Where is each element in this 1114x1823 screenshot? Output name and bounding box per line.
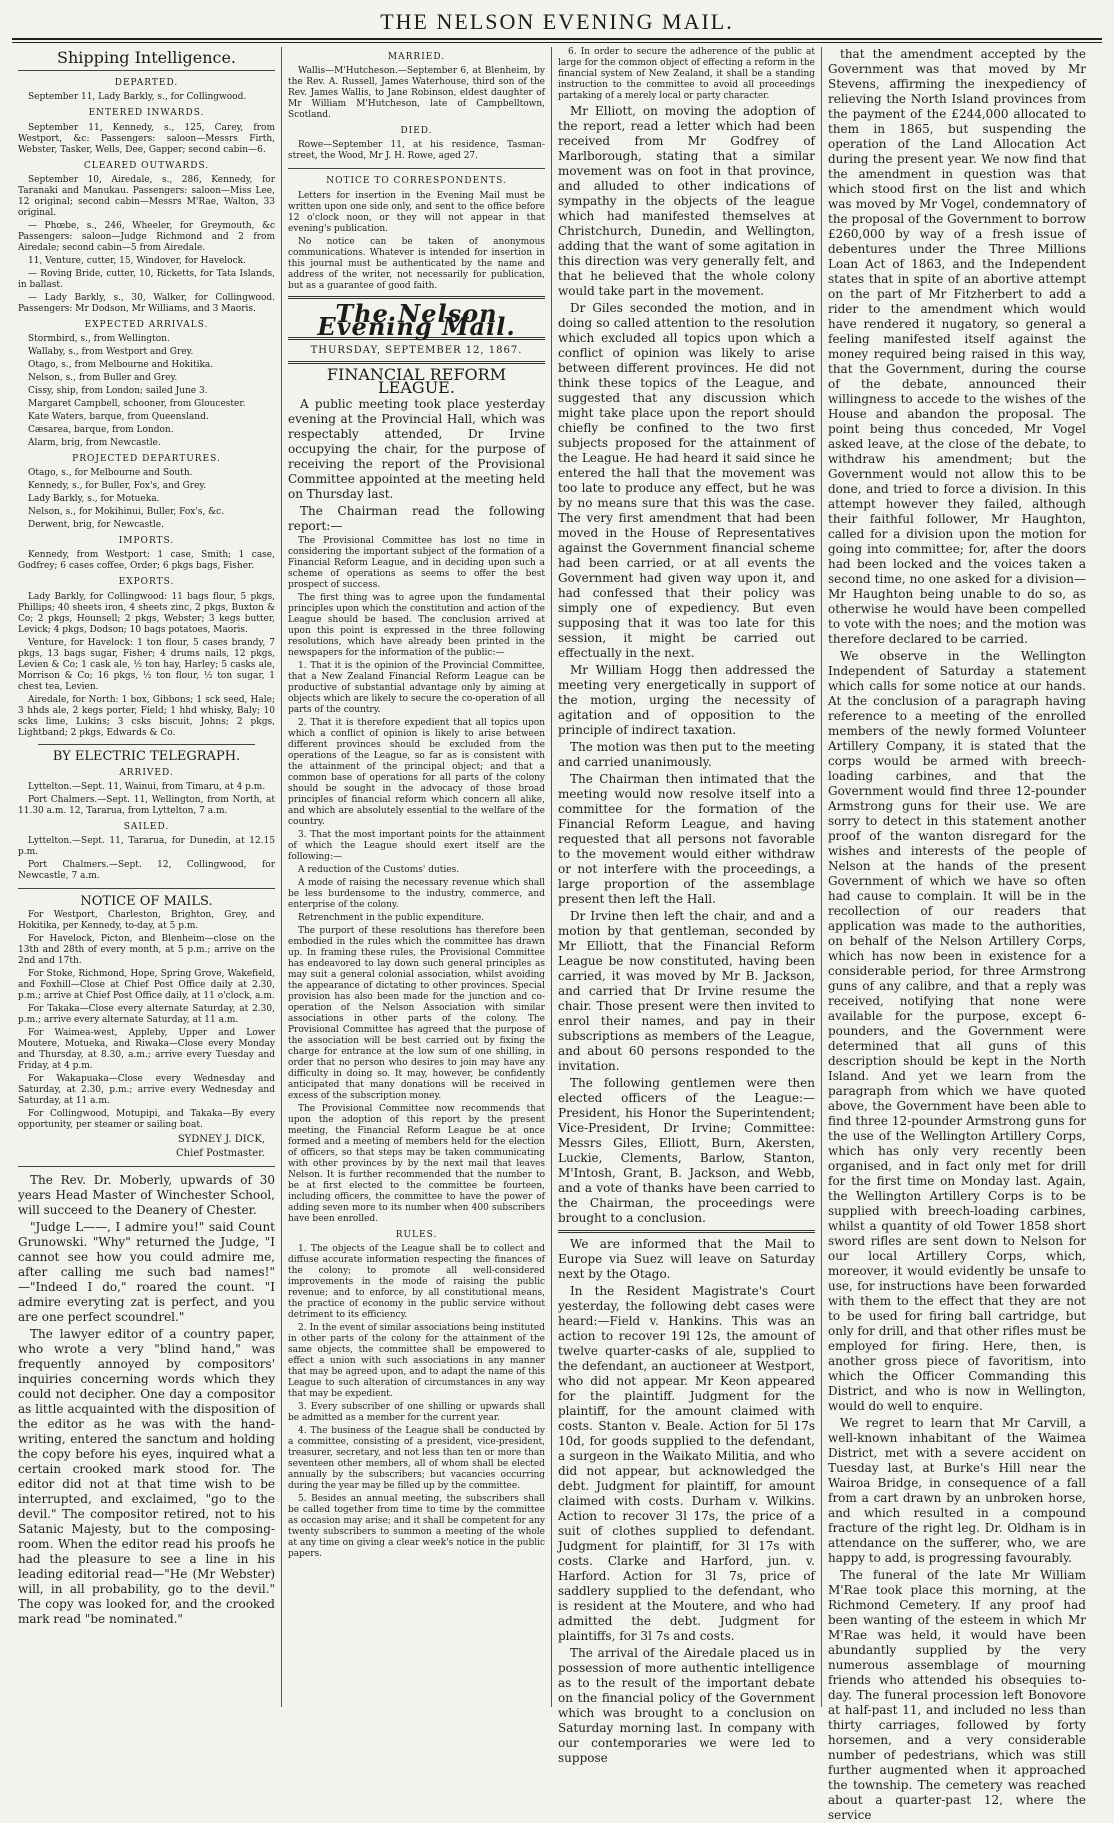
league-rules <box>288 1244 545 1560</box>
columns <box>12 47 1102 1822</box>
divider <box>18 1166 275 1167</box>
paragraph: Retrenchment in the public expenditure. <box>298 912 485 923</box>
paragraph: A mode of raising the necessary revenue which shall be less burdensome to the industry, commerce, and enterprise of the colony. <box>288 877 545 910</box>
paragraph: The Provisional Committee has lost no time in considering the important subject of the formation of a Financial Reform League, and in deciding upon such a scheme of operations as seems to offer the best prospect of success. <box>288 535 545 590</box>
paragraph: Lady Barkly, for Collingwood: 11 bags flour, 5 pkgs, Phillips; 40 sheets iron, 4 sheets zinc, 2 pkgs, Buxton & Co; 2 pkgs, Hounsell; 2 pkgs, Webster; 3 kegs butter, Levick; 4 pkgs, Dodson; 10 bags potatoes, Maoris. <box>18 591 275 635</box>
paragraph: Otago, s., for Melbourne and South. <box>28 468 193 479</box>
paragraph: The motion was then put to the meeting and carried unanimously. <box>558 740 815 769</box>
paragraph: — Roving Bride, cutter, 10, Ricketts, for Tata Islands, in ballast. <box>18 268 275 290</box>
league-intro <box>288 397 545 534</box>
divider <box>38 744 255 745</box>
paragraph: For Wakapuaka—Close every Wednesday and Saturday, at 2.30, p.m.; arrive every Wednesday and Saturday, at 11 a.m. <box>18 1074 275 1107</box>
paragraph: The Chairman read the following report:— <box>288 503 545 533</box>
masthead-rule <box>12 38 1102 40</box>
postmaster-title: Chief Postmaster. <box>176 1147 265 1159</box>
paragraph: A public meeting took place yesterday evening at the Provincial Hall, which was respectably attended, Dr Irvine occupying the chair, for the purpose of receiving the report of the Provisional Committee appointed at the meeting held on Thursday last. <box>288 396 545 501</box>
entered-heading: ENTERED INWARDS. <box>88 108 205 119</box>
mails-heading: NOTICE OF MAILS. <box>80 894 213 910</box>
correspondents-heading: NOTICE TO CORRESPONDENTS. <box>326 176 507 187</box>
paragraph: Otago, s., from Melbourne and Hokitika. <box>28 360 214 371</box>
cleared-heading: CLEARED OUTWARDS. <box>83 160 210 171</box>
divider <box>18 70 275 71</box>
paragraph: 5. Besides an annual meeting, the subscribers shall be called together from time to time by the committee as occasion may arise; and it shall be competent for any twenty subscribers to summon a meeting of the whole at any time on giving a clear week's notice in the public papers. <box>288 1493 545 1559</box>
paragraph: 3. That the most important points for the attainment of which the League should exert itself are the following:— <box>288 829 545 862</box>
league-report <box>288 536 545 1225</box>
paragraph: The Chairman then intimated that the meeting would now resolve itself into a committee for the formation of the Financial Reform League, and having requested that all persons not favorable to the movement would either withdraw or not interfere with the proceedings, a large proportion of the assemblage present then left the Hall. <box>558 772 815 906</box>
paragraph: The following gentlemen were then elected officers of the League:—President, his Honor the Superintendent; Vice-President, Dr Irvine; Committee: Messrs Giles, Elliott, Burn, Akersten, Luckie, Clements, Barlow, Stanton, M'Intosh, Grant, B. Jackson, and Webb, and a vote of thanks have been carried to the Chairman, the proceedings were brought to a conclusion. <box>558 1076 815 1225</box>
paragraph: Nelson, s., from Buller and Grey. <box>28 373 178 384</box>
divider <box>288 361 545 364</box>
postmaster-name: SYDNEY J. DICK, <box>177 1134 265 1146</box>
paragraph: Alarm, brig, from Newcastle. <box>28 438 161 449</box>
cleared-list <box>18 175 275 315</box>
departed-list <box>18 92 275 103</box>
paragraph: The first thing was to agree upon the fundamental principles upon which the constitution and action of the League should be based. The conclusion arrived at upon this point is expressed in the three following resolutions, which have already been printed in the newspapers for the information of the public:— <box>288 592 545 658</box>
paragraph: For Takaka—Close every alternate Saturday, at 2.30, p.m.; arrive every alternate Saturday, at 11 a.m. <box>18 1004 275 1026</box>
paragraph: No notice can be taken of anonymous communications. Whatever is intended for insertion in this journal must be authenticated by the name and address of the writer, not necessarily for publication, but as a guarantee of good faith. <box>288 236 545 291</box>
local-news <box>558 1237 815 1766</box>
paragraph: We observe in the Wellington Independent of Saturday a statement which calls for some notice at our hands. At the conclusion of a paragraph having reference to a meeting of the enrolled members of the newly formed Volunteer Artillery Company, it is stated that the corps would be armed with breech-loading carbines, and that the Government would find three 12-pounder Armstrong guns for their use. We are sorry to detect in this statement another proof of the wanton disregard for the wishes and interests of the people of Nelson at the hands of the present Government of which we have so often had cause to complain. It will be in the recollection of our readers that application was made to the authorities, on behalf of the Nelson Artillery Corps, which has now been in existence for a considerable period, for three Armstrong guns of any calibre, and that a reply was received, notifying that none were available for the purpose, except 6-pounders, and the Government were determined that all guns of this description should be kept in the North Island. And yet we learn from the paragraph from which we have quoted above, the Government have been able to find three 12-pounder Armstrong guns for the use of the Wellington Artillery Corps, which has only very recently been organised, and in fact only met for drill for the first time on Monday last. Again, the Wellington Artillery Corps is to be supplied with breech-loading carbines, whilst a quantity of old Tower 1858 short sword rifles are sent down to Nelson for our local Artillery Corps, which, moreover, it would evidently be unsafe to use, for instructions have been forwarded with them to the effect that they are not to be used for firing ball cartridge, but only for drill, and that other rifles must be employed for firing. Here, then, is another gross piece of favoritism, into which the Officer Commanding this District, and who is now in Wellington, would do well to enquire. <box>828 649 1086 1413</box>
paragraph: Wallaby, s., from Westport and Grey. <box>28 347 194 358</box>
entered-list <box>18 123 275 156</box>
paragraph: 11, Venture, cutter, 15, Windover, for Havelock. <box>28 255 246 266</box>
paragraph: Mr Elliott, on moving the adoption of the report, read a letter which had been received from Mr Godfrey of Marlborough, stating that a similar movement was on foot in that province, and alluded to other indications of sympathy in the objects of the league which had manifested themselves at Christchurch, Dunedin, and Wellington, adding that the want of some agitation in this direction was very generally felt, and that he believed that the whole colony would take part in the movement. <box>558 104 815 298</box>
paragraph: September 11, Lady Barkly, s., for Collingwood. <box>28 92 247 103</box>
nameplate: The Nelson Evening Mail. <box>317 298 516 341</box>
paragraph: Mr William Hogg then addressed the meeting very energetically in support of the motion, urging the necessity of agitation and of opposition to the principle of indirect taxation. <box>558 663 815 737</box>
paragraph: Dr Giles seconded the motion, and in doing so called attention to the resolution which excluded all topics upon which a conflict of opinion was likely to arise between different provinces. He did not think these topics of the League, and suggested that any discussion which might take place upon the report should chiefly be confined to the two first subjects proposed for the attainment of the League. He had heard it said since he entered the hall that the movement was too late to produce any effect, but he was by no means sure that this was the case. The very first amendment that had been moved in the House of Representatives against the Government financial scheme had been carried, or at all events the Government had given way upon it, and had confessed that their policy was simply one of expediency. But even supposing that it was too late for this session, it might be carried out effectually in the next. <box>558 301 815 660</box>
paragraph: The purport of these resolutions has therefore been embodied in the rules which the committee has drawn up. In framing these rules, the Provisional Committee has endeavored to lay down such general principles as may suit a general colonial association, whilst avoiding the appearance of dictating to other provinces. Special provision has also been made for the junction and co-operation of the Nelson Association with similar associations in other parts of the colony. The Provisional Committee has agreed that the purpose of the association will be best carried out by fixing the charge for entrance at the low sum of one shilling, in order that no person who desires to join may have any difficulty in doing so. It may, however, be confidently anticipated that many donations will be received in excess of the subscription money. <box>288 925 545 1101</box>
telegraph-heading: BY ELECTRIC TELEGRAPH. <box>52 748 241 764</box>
paragraph: 4. The business of the League shall be conducted by a committee, consisting of a president, vice-president, treasurer, secretary, and not less than ten or more than seventeen other members, all of whom shall be elected annually by the subscribers; but vacancies occurring during the year may be filled up by the committee. <box>288 1425 545 1491</box>
paragraph: Stormbird, s., from Wellington. <box>28 334 170 345</box>
paragraph: Margaret Campbell, schooner, from Gloucester. <box>28 399 246 410</box>
paragraph: For Waimea-west, Appleby, Upper and Lower Moutere, Motueka, and Riwaka—Close every Monday and Thursday, at 8.30, a.m.; arrive every Tuesday and Friday, at 4 p.m. <box>18 1028 275 1072</box>
dateline: THURSDAY, SEPTEMBER 12, 1867. <box>310 345 523 357</box>
paragraph: 3. Every subscriber of one shilling or upwards shall be admitted as a member for the current year. <box>288 1401 545 1423</box>
masthead: THE NELSON EVENING MAIL. <box>380 9 734 34</box>
column-1 <box>12 47 282 1707</box>
paragraph: Port Chalmers.—Sept. 12, Collingwood, for Newcastle, 7 a.m. <box>18 860 275 882</box>
paragraph: The arrival of the Airedale placed us in possession of more authentic intelligence as to the result of the important debate on the financial policy of the Government which was brought to a conclusion on Saturday morning last. In company with our contemporaries we were led to suppose <box>558 1646 815 1765</box>
paragraph: Kate Waters, barque, from Queensland. <box>28 412 209 423</box>
shipping-heading: Shipping Intelligence. <box>56 48 237 67</box>
paragraph: Letters for insertion in the Evening Mail must be written upon one side only, and sent to the office before 12 o'clock noon, or they will not appear in that evening's publication. <box>288 190 545 234</box>
expected-list <box>18 334 275 449</box>
divider <box>18 888 275 889</box>
exports-heading: EXPORTS. <box>118 577 175 588</box>
imports-list <box>18 550 275 572</box>
paragraph: September 10, Airedale, s., 286, Kennedy, for Taranaki and Manukau. Passengers: saloon—Miss Lee, 12 original; second cabin—Messrs M'Rae, Walton, 33 original. <box>18 174 275 218</box>
paragraph: Nelson, s., for Mokihinui, Buller, Fox's, &c. <box>28 507 225 518</box>
paragraph: Venture, for Havelock: 1 ton flour, 5 cases brandy, 7 pkgs, 13 bags sugar, Fisher; 4 drums nails, 12 pkgs, Levien & Co; 1 cask ale, ½ ton hay, Harley; 5 casks ale, Morrison & Co; 16 pkgs, ½ ton flour, ½ ton sugar, 1 chest tea, Levien. <box>18 637 275 692</box>
paragraph: Kennedy, s., for Buller, Fox's, and Grey. <box>28 481 207 492</box>
paragraph: September 11, Kennedy, s., 125, Carey, from Westport, &c: Passengers: saloon—Messrs Firth, Webster, Tasker, Wells, Dee, Gapper; second cabin—6. <box>18 122 275 155</box>
married-heading: MARRIED. <box>387 52 446 62</box>
paragraph: The funeral of the late Mr William M'Rae took place this morning, at the Richmond Cemetery. If any proof had been wanting of the esteem in which Mr M'Rae was held, it would have been abundantly supplied by the very numerous assemblage of mourning friends who attended his obsequies to-day. The funeral procession left Bonovore at half-past 11, and included no less than thirty carriages, followed by forty horsemen, and a very considerable number of pedestrians, which was still further augmented when it approached the township. The cemetery was reached about a quarter-past 12, where the service <box>828 1568 1086 1822</box>
died-notice: Rowe—September 11, at his residence, Tasman-street, the Wood, Mr J. H. Rowe, aged 27. <box>288 140 545 162</box>
paragraph: The Rev. Dr. Moberly, upwards of 30 years Head Master of Winchester School, will succeed to the Deanery of Chester. <box>18 1172 275 1217</box>
paragraph: that the amendment accepted by the Government was that moved by Mr Stevens, affirming the inexpediency of relieving the North Island provinces from the payment of the £244,000 allocated to them in 1865, but suspending the operation of the Land Allocation Act during the present year. We now find that the amendment in question was that which stood first on the list and which was moved by Mr Vogel, condemnatory of the proposal of the Government to borrow £260,000 by way of a fresh issue of debentures under the Three Millions Loan Act of 1863, and the Independent states that in spite of an abortive attempt on the part of Mr Fitzherbert to add a rider to the amendment which would have rendered it nugatory, so general a feeling manifested itself against the money required being raised in this way, that the Government, during the course of the debate, announced their willingness to accede to the wishes of the House and abandon the proposal. The point being thus conceded, Mr Vogel asked leave, at the close of the debate, to withdraw his amendment; but the Government would not allow this to be done, and tried to force a division. In this attempt however they failed, although their faithful follower, Mr Haughton, called for a division upon the motion for going into committee; for, after the doors had been locked and the voices taken a second time, no one asked for a division—Mr Haughton being unable to do so, as otherwise he would have been compelled to vote with the noes; and the motion was therefore declared to be carried. <box>828 47 1086 646</box>
column-3 <box>552 47 822 1765</box>
league-heading: FINANCIAL REFORM LEAGUE. <box>326 365 507 398</box>
paragraph: For Stoke, Richmond, Hope, Spring Grove, Wakefield, and Foxhill—Close at Chief Post Office daily at 2.30, p.m.; arrive at Chief Post Office daily, at 11 o'clock, a.m. <box>18 969 275 1002</box>
paragraph: The lawyer editor of a country paper, who wrote a very "blind hand," was frequently annoyed by compositors' inquiries concerning words which they could not decipher. One day a compositor as little acquainted with the disposition of the editor as he was with the hand-writing, entered the sanctum and holding the copy before his eyes, inquired what a certain crooked mark stood for. The editor did not at that time wish to be interrupted, and exclaimed, "go to the devil." The compositor retired, not to his Satanic Majesty, but to the composing-room. When the editor read his proofs he had the pleasure to see a line in his leading editorial read—"He (Mr Webster) will, in all probability, go to the devil." The copy was looked for, and the crooked mark read "be nominated." <box>18 1326 275 1626</box>
imports-heading: IMPORTS. <box>118 536 175 547</box>
projected-list <box>18 468 275 531</box>
paragraph: Port Chalmers.—Sept. 11, Wellington, from North, at 11.30 a.m. 12, Tararua, from Lyttelton, 7 a.m. <box>18 795 275 817</box>
paragraph: Kennedy, from Westport: 1 case, Smith; 1 case, Godfrey; 6 cases coffee, Order; 6 pkgs bags, Fisher. <box>18 550 275 572</box>
mails-list <box>18 910 275 1131</box>
paragraph: — Phœbe, s., 246, Wheeler, for Greymouth, &c Passengers: saloon—Judge Richmond and 2 from Airedale; second cabin—5 from Airedale. <box>18 220 275 253</box>
paragraph: We are informed that the Mail to Europe via Suez will leave on Saturday next by the Otago. <box>558 1237 815 1281</box>
paragraph: Lady Barkly, s., for Motueka. <box>28 494 160 505</box>
editorial <box>828 47 1086 1823</box>
paragraph: Lyttelton.—Sept. 11, Tararua, for Dunedin, at 12.15 p.m. <box>18 836 275 858</box>
paragraph: 2. In the event of similar associations being instituted in other parts of the colony for the attainment of the same objects, the committee shall be empowered to effect a union with such associations in any manner that may be agreed upon, and to adapt the name of this League to such alteration of circumstances in any way that may be expedient. <box>288 1322 545 1399</box>
paragraph: Cæsarea, barque, from London. <box>28 425 174 436</box>
paragraph: 1. That it is the opinion of the Provincial Committee, that a New Zealand Financial Reform League can be productive of substantial advantage only by aiming at objects which are likely to secure the co-operation of all parts of the country. <box>288 660 545 715</box>
paragraph: 6. In order to secure the adherence of the public at large for the common object of effecting a reform in the financial system of New Zealand, it shall be a standing instruction to the committee to avoid all proceedings partaking of a merely local or party character. <box>558 47 815 101</box>
arrived-heading: ARRIVED. <box>119 767 174 778</box>
married-notice: Wallis—M'Hutcheson.—September 6, at Blenheim, by the Rev. A. Russell, James Waterhouse, third son of the Rev. James Wallis, to Jane Robinson, eldest daughter of Mr William M'Hutcheson, late of Campbelltown, Scotland. <box>288 66 545 121</box>
paragraph: — Lady Barkly, s., 30, Walker, for Collingwood. Passengers: Mr Dodson, Mr Williams, and 3 Maoris. <box>18 292 275 314</box>
correspondents-notice <box>288 191 545 292</box>
meeting-report <box>558 104 815 1226</box>
paragraph: Cissy, ship, from London; sailed June 3. <box>28 386 208 397</box>
paragraph: Derwent, brig, for Newcastle. <box>28 520 164 531</box>
paragraph: Lyttelton.—Sept. 11, Wainui, from Timaru, at 4 p.m. <box>28 782 266 793</box>
masthead-rule-thin <box>12 42 1102 43</box>
paragraph: For Havelock, Picton, and Blenheim—close on the 13th and 28th of every month, at 5 p.m.; arrive on the 2nd and 17th. <box>18 934 275 967</box>
expected-heading: EXPECTED ARRIVALS. <box>84 319 209 330</box>
column-4 <box>822 47 1092 1822</box>
divider <box>558 1230 815 1233</box>
rules-heading: RULES. <box>395 1229 438 1240</box>
paragraph: Dr Irvine then left the chair, and and a motion by that gentleman, seconded by Mr Elliott, that the Financial Reform League be now constituted, having been carried, it was moved by Mr B. Jackson, and carried that Dr Irvine resume the chair. Those present were then invited to enrol their names, and pay in their subscriptions as members of the League, and about 60 persons responded to the invitation. <box>558 909 815 1073</box>
projected-heading: PROJECTED DEPARTURES. <box>72 454 221 465</box>
anecdotes <box>18 1173 275 1627</box>
paragraph: We regret to learn that Mr Carvill, a well-known inhabitant of the Waimea District, met with a severe accident on Tuesday last, at Burke's Hill near the Wairoa Bridge, in consequence of a fall from a cart drawn by an unbroken horse, and which resulted in a compound fracture of the right leg. Dr. Oldham is in attendance on the sufferer, who, we are happy to add, is progressing favourably. <box>828 1416 1086 1565</box>
paragraph: "Judge L——, I admire you!" said Count Grunowski. "Why" returned the Judge, "I cannot see how you could admire me, after calling me such bad names!" —"Indeed I do," roared the count. "I admire everyting zat is perfect, and you are one perfect scoundrel." <box>18 1219 275 1324</box>
paragraph: A reduction of the Customs' duties. <box>298 864 460 875</box>
sailed-list <box>18 836 275 882</box>
paragraph: 2. That it is therefore expedient that all topics upon which a conflict of opinion is likely to arise between different provinces should be excluded from the operations of the League, so far as is consistent with the attainment of the principal object; and that a common base of operations for all parts of the colony should be sought in the advocacy of those broad principles of financial reform which concern all alike, and which are absolutely essential to the welfare of the country. <box>288 717 545 827</box>
died-heading: DIED. <box>400 126 433 137</box>
column-2 <box>282 47 552 1707</box>
paragraph: The Provisional Committee now recommends that upon the adoption of this report by the present meeting, the Financial Reform League be at once formed and a meeting of members held for the election of officers, so that steps may be taken communicating with other provinces by by the next mail that leaves Nelson. It is further recommended that the number to be at first elected to the committee be fourteen, including officers, the committee to have the power of adding seven more to its number when 400 subscribers have been enrolled. <box>288 1103 545 1224</box>
paragraph: 1. The objects of the League shall be to collect and diffuse accurate information respecting the finances of the colony; to promote all well-considered improvements in the mode of raising the public revenue; and to enforce, by all constitutional means, the practice of economy in the public service without detriment to its efficiency. <box>288 1243 545 1320</box>
exports-list <box>18 592 275 739</box>
arrived-list <box>18 782 275 817</box>
paragraph: In the Resident Magistrate's Court yesterday, the following debt cases were heard:—Field v. Hankins. This was an action to recover 19l 12s, the amount of twelve quarter-casks of ale, supplied to the defendant, an auctioneer at Westport, who did not appear. Mr Keon appeared for the plaintiff. Judgment for the plaintiff, for the amount claimed with costs. Stanton v. Beale. Action for 5l 17s 10d, for goods supplied to the defendant, a surgeon in the Waikato Militia, and who did not appear, but acknowledged the debt. Judgment for plaintiff, for amount claimed with costs. Durham v. Wilkins. Action to recover 3l 17s, the price of a suit of clothes supplied to defendant. Judgment for plaintiff, for 3l 17s with costs. Clarke and Harford, jun. v. Harford. Action for 3l 7s, price of saddlery supplied to the defendant, who is resident at the Moutere, and who had admitted the debt. Judgment for plaintiffs, for 3l 7s and costs. <box>558 1284 815 1643</box>
paragraph: For Westport, Charleston, Brighton, Grey, and Hokitika, per Kennedy, to-day, at 5 p.m. <box>18 910 275 932</box>
sailed-heading: SAILED. <box>123 822 170 833</box>
rule-six <box>558 47 815 102</box>
divider <box>288 168 545 169</box>
departed-heading: DEPARTED. <box>114 78 179 89</box>
paragraph: Airedale, for North: 1 box, Gibbons; 1 sck seed, Hale; 3 hhds ale, 2 kegs porter, Field; 1 hhd whisky, Baly; 10 scks lime, Lukins; 3 csks biscuit, Johns; 2 pkgs, Lightband; 2 pkgs, Edwards & Co. <box>18 694 275 738</box>
paragraph: For Collingwood, Motupipi, and Takaka—By every opportunity, per steamer or sailing boat. <box>18 1109 275 1131</box>
